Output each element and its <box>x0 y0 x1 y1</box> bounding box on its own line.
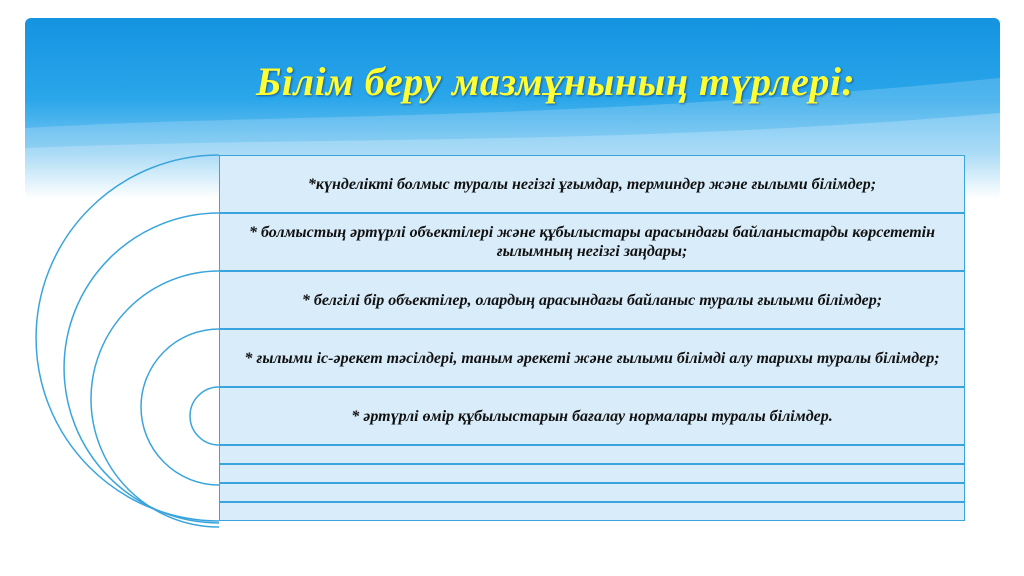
empty-row <box>219 464 965 483</box>
list-item <box>219 213 965 271</box>
arc-4 <box>141 329 219 485</box>
arc-5 <box>190 387 219 445</box>
empty-row <box>219 483 965 502</box>
item-text: *күнделікті болмыс туралы негізгі ұғымдар, терминдер және ғылыми білімдер; <box>307 175 877 193</box>
empty-row <box>219 502 965 521</box>
arc-3 <box>91 271 219 527</box>
arc-1 <box>36 155 219 521</box>
list-item <box>219 271 965 329</box>
item-text: * әртүрлі өмір құбылыстарын бағалау нормалары туралы білімдер. <box>351 407 833 425</box>
list-item <box>219 387 965 445</box>
list-item <box>219 155 965 213</box>
empty-row <box>219 445 965 464</box>
item-text: * ғылыми іс-әрекет тәсілдері, таным әрекеті және ғылыми білімді алу тарихы туралы білімдер; <box>244 349 940 367</box>
list-item <box>219 329 965 387</box>
slide-title: Білім беру мазмұнының түрлері: <box>256 59 856 104</box>
item-text: * белгілі бір объектілер, олардың арасындағы байланыс туралы ғылыми білімдер; <box>301 291 883 309</box>
arc-2 <box>64 213 219 523</box>
item-text: * болмыстың әртүрлі объектілері және құбылыстары арасындағы байланыстарды көрсететін ғылымның негізгі заңдары; <box>249 224 935 260</box>
